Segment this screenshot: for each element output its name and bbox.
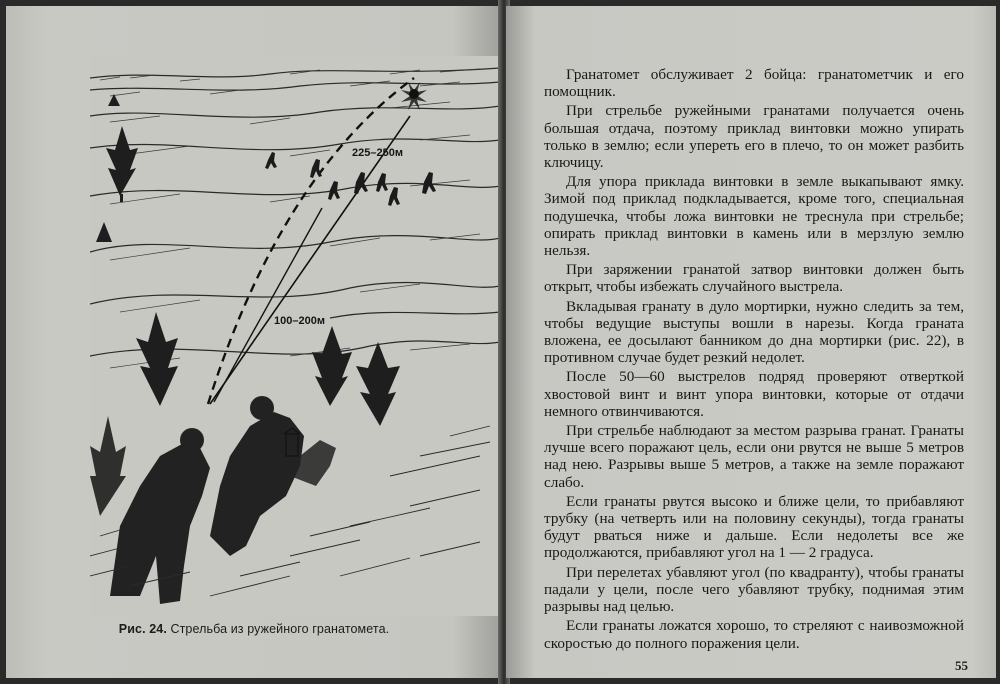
paragraph: При заряжении гранатой затвор винтовки должен быть открыт, чтобы избежать случайного выстрела.: [544, 261, 964, 296]
distance-label-near: 100–200м: [274, 315, 325, 327]
paragraph: При стрельбе наблюдают за местом разрыва гранат. Гранаты лучше всего поражают цель, если они рвутся не выше 5 метров над нею. Разрывы выше 5 метров, а также на земле поражают слабо.: [544, 422, 964, 491]
distance-label-far: 225–250м: [352, 147, 403, 159]
figure-number: Рис. 24.: [118, 622, 167, 636]
paragraph: При перелетах убавляют угол (по квадранту), чтобы гранаты падали у цели, после чего убавляют трубку, поднимая этим разрывы над целью.: [544, 563, 964, 616]
paragraph: Для упора приклада винтовки в земле выкапывают ямку. Зимой под приклад подкладывается, кроме того, специальная подушечка, чтобы ложа винтовки не треснула при стрельбе; опирать приклад винтовки в камень или в мерзлую землю нельзя.: [544, 173, 964, 260]
paragraph: Если гранаты ложатся хорошо, то стреляют с наивозможной скоростью до полного поражения цели.: [544, 617, 964, 652]
illustration-rifle-grenade-launcher: [90, 56, 500, 616]
left-page: [6, 6, 502, 678]
body-text: [544, 66, 964, 654]
paragraph: При стрельбе ружейными гранатами получается очень большая отдача, поэтому приклад винтовки можно упирать только в землю; если упереть его в плечо, то он может разбить ключицу.: [544, 102, 964, 172]
right-page: [506, 6, 996, 678]
figure-caption: [6, 622, 502, 636]
paragraph: Если гранаты рвутся высоко и ближе цели, то прибавляют трубку (на четверть или на половину секунды), тогда гранаты будут рваться ниже и дальше. Если недолеты все же продолжаются, прибавляют угол на 1 — 2 градуса.: [544, 492, 964, 562]
page-number: 55: [955, 658, 968, 673]
paragraph: Гранатомет обслуживает 2 бойца: гранатометчик и его помощник.: [544, 66, 964, 101]
battlefield-drawing: [90, 56, 500, 616]
paragraph: Вкладывая гранату в дуло мортирки, нужно следить за тем, чтобы ведущие выступы вошли в нарезы. Когда граната вложена, ее досылают банником до дна мортирки (рис. 22), в противном случае будет резкий недолет.: [544, 297, 964, 367]
paragraph: После 50—60 выстрелов подряд проверяют отверткой хвостовой винт и винт упора винтовки, которые от отдачи немного отвинчиваются.: [544, 368, 964, 420]
figure-caption-text: Стрельба из ружейного гранатомета.: [166, 622, 390, 636]
